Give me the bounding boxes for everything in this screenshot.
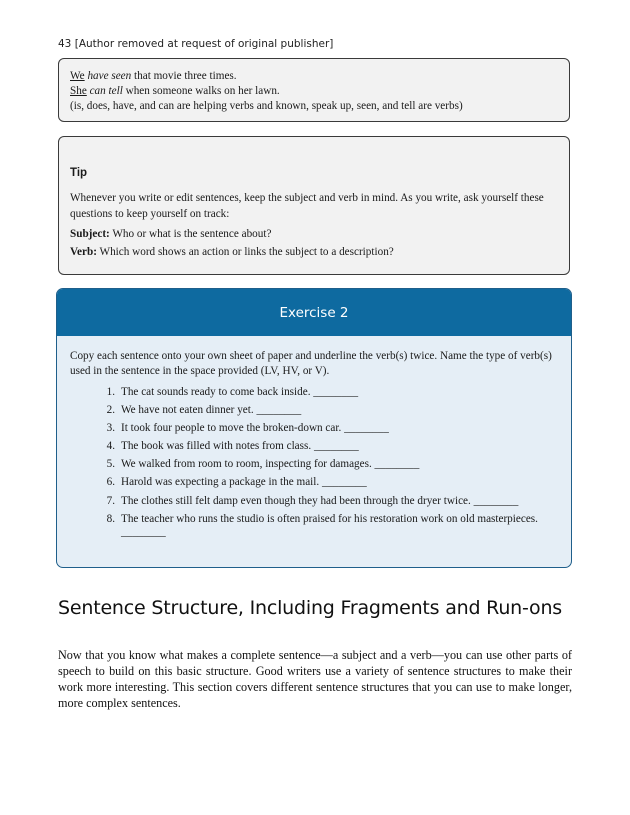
exercise-item-text: The book was filled with notes from class. ________ (121, 440, 359, 453)
tip-box (58, 136, 570, 275)
running-header (58, 38, 333, 50)
exercise-item-text: The clothes still felt damp even though they had been through the dryer twice. ________ (121, 494, 519, 507)
running-title: [Author removed at request of original publisher] (74, 38, 334, 50)
tip-body: Whenever you write or edit sentences, keep the subject and verb in mind. As you write, ask yourself these questions to keep yourself on track: (70, 192, 544, 220)
example-box (58, 58, 570, 122)
exercise-item-number: 1. (106, 386, 115, 398)
example-verb: have seen (87, 70, 132, 82)
exercise-title: Exercise 2 (57, 289, 571, 336)
tip-subject-label: Subject: (70, 228, 110, 240)
exercise-item-text: Harold was expecting a package in the mail. ________ (121, 476, 367, 489)
example-rest: when someone walks on her lawn. (122, 85, 280, 97)
exercise-item (57, 458, 571, 472)
example-rest: that movie three times. (131, 70, 237, 82)
example-line-3: (is, does, have, and can are helping verbs and known, speak up, seen, and tell are verbs) (70, 100, 463, 112)
exercise-item-number: 3. (106, 422, 115, 435)
example-line-2 (70, 84, 558, 99)
tip-verb-text: Which word shows an action or links the subject to a description? (96, 246, 394, 258)
tip-title: Tip (70, 167, 88, 179)
exercise-list (57, 386, 571, 540)
exercise-item-number: 8. (106, 512, 115, 525)
exercise-item (57, 476, 571, 490)
page-number: 43 (58, 38, 72, 50)
tip-subject-row (70, 228, 558, 240)
exercise-item-number: 4. (106, 440, 115, 453)
exercise-item-number: 2. (106, 404, 115, 417)
exercise-item-number: 6. (106, 476, 115, 489)
exercise-item-text: We walked from room to room, inspecting for damages. ________ (121, 458, 420, 471)
exercise-item (57, 386, 571, 400)
exercise-item (57, 422, 571, 436)
section-heading: Sentence Structure, Including Fragments and Run-ons (58, 597, 562, 619)
exercise-instructions: Copy each sentence onto your own sheet of paper and underline the verb(s) twice. Name the type of verb(s) used in the sentence in the space provided (LV, HV, or V). (70, 350, 552, 377)
example-subject: She (70, 85, 87, 97)
exercise-item (57, 440, 571, 454)
tip-subject-text: Who or what is the sentence about? (109, 228, 272, 240)
section-paragraph: Now that you know what makes a complete sentence—a subject and a verb—you can use other parts of speech to build on this basic structure. Good writers use a variety of sentence structures to make their work more interesting. This section covers different sentence structures that you can use to make longer, more complex sentences. (58, 648, 572, 710)
exercise-item-text: The cat sounds ready to come back inside. ________ (121, 386, 359, 398)
tip-verb-label: Verb: (70, 246, 97, 258)
exercise-item (57, 513, 571, 540)
exercise-box (56, 288, 572, 568)
example-verb: can tell (89, 85, 123, 97)
exercise-item (57, 404, 571, 418)
exercise-item-text: It took four people to move the broken-down car. ________ (121, 422, 389, 435)
example-line-1 (70, 69, 558, 84)
tip-verb-row (70, 246, 558, 258)
exercise-item (57, 495, 571, 509)
example-subject: We (70, 70, 85, 82)
exercise-item-text: We have not eaten dinner yet. ________ (121, 404, 302, 417)
exercise-item-text: The teacher who runs the studio is often praised for his restoration work on old masterpieces. ________ (121, 512, 538, 539)
exercise-item-number: 5. (106, 458, 115, 471)
exercise-item-number: 7. (106, 494, 115, 507)
